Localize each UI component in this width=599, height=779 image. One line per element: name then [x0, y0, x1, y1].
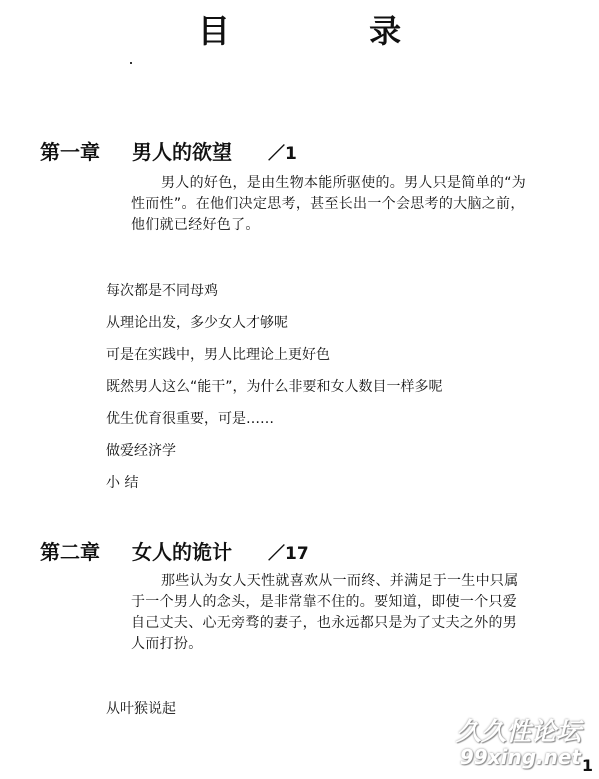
chapter-1-page: ／1: [268, 144, 297, 164]
watermark-line-2: 99xing.net: [459, 745, 581, 769]
toc-entry[interactable]: 从理论出发，多少女人才够呢: [106, 315, 288, 331]
chapter-2-title: 女人的诡计: [132, 540, 232, 564]
chapter-1-heading: [40, 136, 297, 165]
ink-dot: [130, 62, 132, 64]
page-number: 1: [581, 756, 593, 775]
chapter-1-title: 男人的欲望: [132, 140, 232, 164]
page-title: 目 录: [197, 12, 466, 50]
chapter-1-sections: [106, 281, 443, 505]
toc-entry[interactable]: 从叶猴说起: [106, 701, 176, 717]
toc-entry[interactable]: 小 结: [106, 475, 139, 491]
site-watermark: [456, 718, 581, 768]
chapter-1-intro: 男人的好色，是由生物本能所驱使的。男人只是简单的“为性而性”。在他们决定思考，甚至长出一个会思考的大脑之前，他们就已经好色了。: [131, 175, 527, 233]
watermark-line-1: 久久性论坛: [455, 717, 581, 746]
chapter-1-number: 第一章: [40, 140, 100, 164]
chapter-2-number: 第二章: [40, 540, 100, 564]
toc-entry[interactable]: 可是在实践中，男人比理论上更好色: [106, 347, 330, 363]
chapter-2-intro: 那些认为女人天性就喜欢从一而终、并满足于一生中只属于一个男人的念头，是非常靠不住的。要知道，即使一个只爱自己丈夫、心无旁骛的妻子，也永远都只是为了丈夫之外的男人而打扮。: [131, 573, 519, 652]
chapter-2-sections: [106, 699, 176, 731]
toc-entry[interactable]: 既然男人这么“能干”，为什么非要和女人数目一样多呢: [106, 379, 443, 395]
chapter-2-heading: [40, 536, 309, 565]
toc-entry[interactable]: 优生优育很重要，可是……: [106, 411, 274, 427]
toc-entry[interactable]: 每次都是不同母鸡: [106, 283, 218, 299]
toc-entry[interactable]: 做爱经济学: [106, 443, 176, 459]
chapter-2-page: ／17: [268, 544, 309, 564]
